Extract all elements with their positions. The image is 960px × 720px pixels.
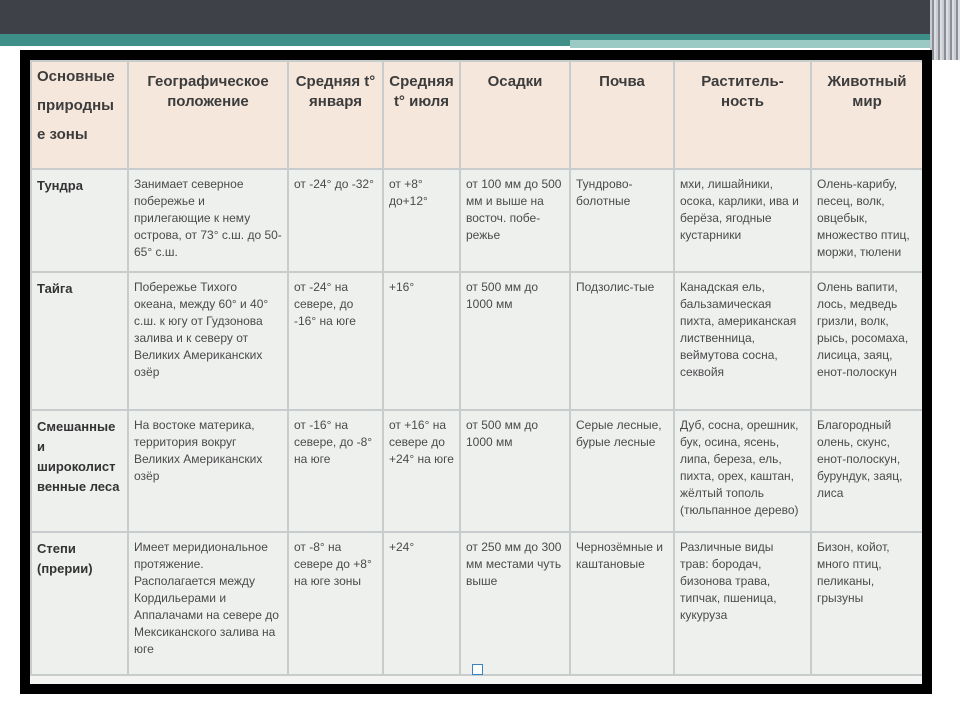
cell-july-temp: от +8° до+12° <box>383 169 460 272</box>
slide-corner-decoration <box>930 0 960 60</box>
slide-teal-stripe-light <box>570 40 960 48</box>
table-row <box>31 532 922 675</box>
slide-top-band <box>0 0 960 34</box>
cell-location: Имеет меридиональное протяжение. Располагается между Кордильерами и Аппалачами на севере до Мексиканского залива на юге <box>128 532 288 675</box>
cell-soil: Серые лесные, бурые лесные <box>570 410 674 532</box>
cell-fauna: Бизон, койот, много птиц, пеликаны, грызуны <box>811 532 922 675</box>
cell-soil: Подзолис-тые <box>570 272 674 410</box>
natural-zones-table-image[interactable] <box>30 60 922 684</box>
header-location: Географическое положение <box>128 61 288 169</box>
cell-soil: Чернозёмные и каштановые <box>570 532 674 675</box>
cell-january-temp: от -16° на севере, до -8° на юге <box>288 410 383 532</box>
zone-name: Смешанные и широколист венные леса <box>31 410 128 532</box>
cell-precipitation: от 250 мм до 300 мм местами чуть выше <box>460 532 570 675</box>
header-january-temp: Средняя t° января <box>288 61 383 169</box>
header-soil: Почва <box>570 61 674 169</box>
cell-location: Занимает северное побережье и прилегающие к нему острова, от 73° с.ш. до 50-65° с.ш. <box>128 169 288 272</box>
header-july-temp: Средняя t° июля <box>383 61 460 169</box>
cell-january-temp: от -24° на севере, до -16° на юге <box>288 272 383 410</box>
cell-july-temp: +24° <box>383 532 460 675</box>
zone-name: Тайга <box>31 272 128 410</box>
cell-january-temp: от -24° до -32° <box>288 169 383 272</box>
cell-july-temp: от +16° на севере до +24° на юге <box>383 410 460 532</box>
header-natural-zones: Основные природны е зоны <box>31 61 128 169</box>
header-fauna: Животный мир <box>811 61 922 169</box>
cell-precipitation: от 500 мм до 1000 мм <box>460 410 570 532</box>
natural-zones-table <box>30 60 922 676</box>
table-row <box>31 410 922 532</box>
cell-precipitation: от 500 мм до 1000 мм <box>460 272 570 410</box>
resize-handle[interactable] <box>472 664 483 675</box>
cell-location: На востоке материка, территория вокруг Великих Американских озёр <box>128 410 288 532</box>
cell-vegetation: мхи, лишайники, осока, карлики, ива и берёза, ягодные кустарники <box>674 169 811 272</box>
cell-january-temp: от -8° на севере до +8° на юге зоны <box>288 532 383 675</box>
cell-vegetation: Различные виды трав: бородач, бизонова трава, типчак, пшеница, кукуруза <box>674 532 811 675</box>
cell-location: Побережье Тихого океана, между 60° и 40° с.ш. к югу от Гудзонова залива и к северу от Великих Американских озёр <box>128 272 288 410</box>
cell-soil: Тундрово- болотные <box>570 169 674 272</box>
cell-fauna: Олень вапити, лось, медведь гризли, волк, рысь, росомаха, лисица, заяц, енот-полоскун <box>811 272 922 410</box>
cell-fauna: Благородный олень, скунс, енот-полоскун, бурундук, заяц, лиса <box>811 410 922 532</box>
cell-vegetation: Дуб, сосна, орешник, бук, осина, ясень, липа, береза, ель, пихта, орех, каштан, жёлтый тополь (тюльпанное дерево) <box>674 410 811 532</box>
cell-vegetation: Канадская ель, бальзамическая пихта, американская лиственница, веймутова сосна, секвойя <box>674 272 811 410</box>
zone-name: Степи (прерии) <box>31 532 128 675</box>
cell-july-temp: +16° <box>383 272 460 410</box>
table-row <box>31 169 922 272</box>
zone-name: Тундра <box>31 169 128 272</box>
table-row <box>31 272 922 410</box>
header-precipitation: Осадки <box>460 61 570 169</box>
cell-fauna: Олень-карибу, песец, волк, овцебык, множество птиц, моржи, тюлени <box>811 169 922 272</box>
header-vegetation: Раститель- ность <box>674 61 811 169</box>
cell-precipitation: от 100 мм до 500 мм и выше на восточ. побе- режье <box>460 169 570 272</box>
